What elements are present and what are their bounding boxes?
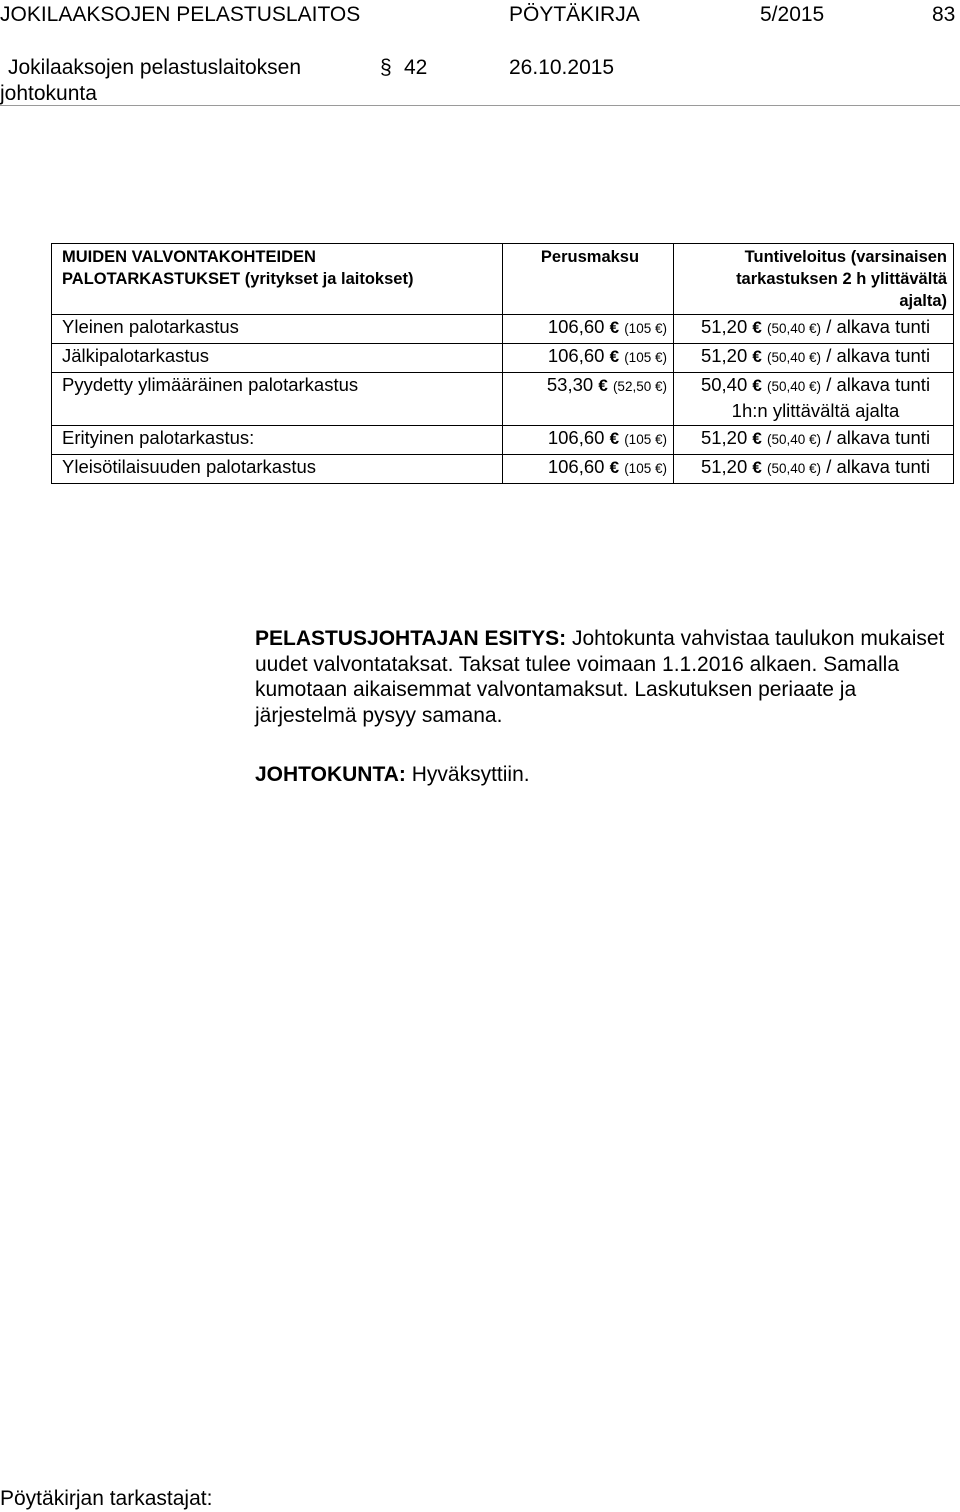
base-fee: 106,60 <box>547 427 605 448</box>
base-fee: 53,30 <box>546 374 594 395</box>
hourly-fee: 51,20 <box>700 345 748 366</box>
euro-icon: € <box>598 376 608 395</box>
hourly-unit: / alkava tunti <box>826 316 931 337</box>
fee-table <box>51 243 954 484</box>
hourly-fee-previous: (50,40 €) <box>766 379 822 394</box>
euro-icon: € <box>809 379 817 394</box>
reviewers-label: Pöytäkirjan tarkastajat: <box>0 1487 213 1510</box>
decision-text: Hyväksyttiin. <box>411 763 530 786</box>
euro-icon: € <box>752 347 762 366</box>
decision-label: JOHTOKUNTA: <box>255 763 406 786</box>
base-fee-cell <box>503 315 674 344</box>
base-fee-previous: (105 €) <box>624 461 667 476</box>
base-fee-previous: (105 €) <box>624 321 667 336</box>
base-fee-previous: (52,50 €) <box>612 379 667 394</box>
base-fee: 106,60 <box>547 316 605 337</box>
euro-icon: € <box>654 321 663 336</box>
hourly-fee: 51,20 <box>700 456 748 477</box>
inspection-name: Erityinen palotarkastus: <box>52 426 503 455</box>
table-row <box>52 426 954 455</box>
euro-icon: € <box>809 321 817 336</box>
euro-icon: € <box>609 429 620 448</box>
euro-icon: € <box>752 429 762 448</box>
table-row <box>52 315 954 344</box>
column-header-base-fee: Perusmaksu <box>503 244 674 315</box>
hourly-unit: / alkava tunti <box>826 345 931 366</box>
hourly-fee-previous: (50,40 €) <box>766 321 822 336</box>
inspection-name: Yleisötilaisuuden palotarkastus <box>52 455 503 484</box>
euro-icon: € <box>609 318 620 337</box>
euro-icon: € <box>654 432 663 447</box>
governing-body: Jokilaaksojen pelastuslaitoksen <box>8 56 302 79</box>
proposal-paragraph <box>255 626 945 728</box>
proposal-label: PELASTUSJOHTAJAN ESITYS: <box>255 627 567 650</box>
euro-icon: € <box>654 350 663 365</box>
inspection-name: Yleinen palotarkastus <box>52 315 503 344</box>
document-number: 5/2015 <box>760 3 825 26</box>
organization-name: JOKILAAKSOJEN PELASTUSLAITOS <box>0 3 361 26</box>
table-header-row <box>52 244 954 315</box>
euro-icon: € <box>654 461 663 476</box>
base-fee-cell <box>503 426 674 455</box>
base-fee-previous: (105 €) <box>624 350 667 365</box>
decision-paragraph <box>255 762 945 788</box>
hourly-unit: / alkava tunti <box>826 427 931 448</box>
base-fee: 106,60 <box>547 345 605 366</box>
hourly-fee-previous: (50,40 €) <box>766 432 822 447</box>
hourly-fee-cell <box>674 455 954 484</box>
header-rule <box>0 105 960 106</box>
hourly-fee-cell <box>674 373 954 426</box>
inspection-name: Pyydetty ylimääräinen palotarkastus <box>52 373 503 426</box>
euro-icon: € <box>654 379 663 394</box>
hourly-unit: / alkava tunti <box>826 456 931 477</box>
hourly-unit: / alkava tunti 1h:n ylittävältä ajalta <box>731 374 931 421</box>
euro-icon: € <box>809 461 817 476</box>
base-fee-previous: (105 €) <box>624 432 667 447</box>
meeting-date: 26.10.2015 <box>509 56 615 79</box>
inspection-name: Jälkipalotarkastus <box>52 344 503 373</box>
column-header-target: MUIDEN VALVONTAKOHTEIDEN PALOTARKASTUKSET (yritykset ja laitokset) <box>52 244 503 315</box>
base-fee-cell <box>503 455 674 484</box>
page-number: 83 <box>932 3 956 26</box>
euro-icon: € <box>809 432 817 447</box>
euro-icon: € <box>609 347 620 366</box>
hourly-fee-cell <box>674 344 954 373</box>
governing-body-line2: johtokunta <box>0 82 97 105</box>
table-row <box>52 344 954 373</box>
euro-icon: € <box>809 350 817 365</box>
section-sign: § <box>380 56 392 79</box>
euro-icon: € <box>752 376 762 395</box>
hourly-fee-cell <box>674 315 954 344</box>
euro-icon: € <box>752 458 762 477</box>
document-type: PÖYTÄKIRJA <box>509 3 640 26</box>
column-header-hourly-fee: Tuntiveloitus (varsinaisen tarkastuksen 2 h ylittävältä ajalta) <box>674 244 954 315</box>
euro-icon: € <box>609 458 620 477</box>
hourly-fee: 51,20 <box>700 427 748 448</box>
hourly-fee-previous: (50,40 €) <box>766 461 822 476</box>
hourly-fee-previous: (50,40 €) <box>766 350 822 365</box>
hourly-fee: 51,20 <box>700 316 748 337</box>
base-fee-cell <box>503 344 674 373</box>
base-fee: 106,60 <box>547 456 605 477</box>
table-row <box>52 455 954 484</box>
hourly-fee: 50,40 <box>700 374 748 395</box>
section-number: 42 <box>404 56 428 79</box>
hourly-fee-cell <box>674 426 954 455</box>
proposal-text: Johtokunta vahvistaa taulukon mukaiset uudet valvontataksat. Taksat tulee voimaan 1.1.2016 alkaen. Samalla kumotaan aikaisemmat valvontamaksut. Laskutuksen periaate ja järjestelmä pysyy samana. <box>255 627 945 727</box>
euro-icon: € <box>752 318 762 337</box>
base-fee-cell <box>503 373 674 426</box>
table-row <box>52 373 954 426</box>
